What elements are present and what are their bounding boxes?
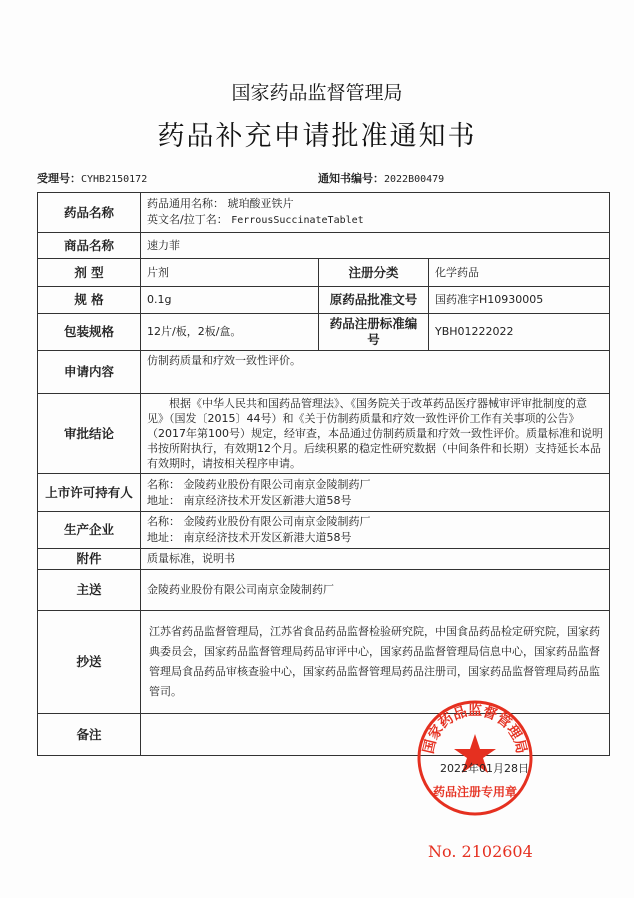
accept-label: 受理号： xyxy=(37,172,81,185)
approval-date: 2022年01月28日 xyxy=(440,762,529,775)
seal-ring-text: 国家药品监督管理局 xyxy=(420,703,530,756)
label: 商品名称 xyxy=(38,233,141,259)
value xyxy=(141,512,610,549)
row-conclusion xyxy=(38,394,610,474)
name-label: 名称： xyxy=(147,477,180,491)
official-seal xyxy=(415,698,535,818)
name-label: 名称： xyxy=(147,515,180,528)
label: 审批结论 xyxy=(38,394,141,474)
label: 原药品批准文号 xyxy=(319,287,429,314)
notice-label: 通知书编号： xyxy=(318,172,384,185)
english-label: 英文名/拉丁名： xyxy=(147,213,228,226)
value: 金陵药业股份有限公司南京金陵制药厂 xyxy=(141,570,610,611)
label: 药品注册标准编号 xyxy=(319,314,429,351)
addr-label: 地址： xyxy=(147,493,180,507)
label: 包装规格 xyxy=(38,314,141,351)
label: 附件 xyxy=(38,549,141,570)
value: 根据《中华人民共和国药品管理法》、《国务院关于改革药品医疗器械审评审批制度的意见》（国发〔2015〕44号）和《关于仿制药质量和疗效一致性评价工作有关事项的公告》（2017年第100号）规定，经审查，本品通过仿制药质量和疗效一致性评价。质量标准和说明书按所附执行，有效期12个月。后续积累的稳定性研究数据（中间条件和长期）支持延长本品有效期时，请按相关程序申请。 xyxy=(141,394,610,474)
row-manufacturer xyxy=(38,512,610,549)
label: 规 格 xyxy=(38,287,141,314)
row-package xyxy=(38,314,610,351)
approval-table xyxy=(37,192,610,756)
row-drug-name xyxy=(38,193,610,233)
label: 备注 xyxy=(38,714,141,756)
manufacturer-address: 南京经济技术开发区新港大道58号 xyxy=(183,531,352,544)
label: 注册分类 xyxy=(319,259,429,287)
english-name: FerrousSuccinateTablet xyxy=(231,215,364,226)
accept-value: CYHB2150172 xyxy=(81,174,148,185)
row-spec xyxy=(38,287,610,314)
value: 质量标准，说明书 xyxy=(141,549,610,570)
row-attachment xyxy=(38,549,610,570)
manufacturer-name: 金陵药业股份有限公司南京金陵制药厂 xyxy=(183,515,371,528)
generic-name: 琥珀酸亚铁片 xyxy=(227,197,294,210)
value: YBH01222022 xyxy=(429,314,610,351)
seal-center-text: 药品注册专用章 xyxy=(432,785,518,799)
generic-label: 药品通用名称： xyxy=(147,197,224,210)
value xyxy=(141,193,610,233)
value: 12片/板，2板/盒。 xyxy=(141,314,319,351)
notice-number xyxy=(318,170,444,186)
accept-number xyxy=(37,170,147,186)
label: 药品名称 xyxy=(38,193,141,233)
value: 化学药品 xyxy=(429,259,610,287)
label: 申请内容 xyxy=(38,351,141,394)
holder-address: 南京经济技术开发区新港大道58号 xyxy=(183,493,352,507)
value xyxy=(141,474,610,512)
document-title: 药品补充申请批准通知书 xyxy=(157,121,477,152)
label: 上市许可持有人 xyxy=(38,474,141,512)
addr-label: 地址： xyxy=(147,531,180,544)
value: 江苏省药品监督管理局，江苏省食品药品监督检验研究院，中国食品药品检定研究院，国家药典委员会，国家药品监督管理局药品审评中心，国家药品监督管理局信息中心，国家药品监督管理局食品药品审核查验中心，国家药品监督管理局药品注册司，国家药品监督管理局药品监管司。 xyxy=(141,611,610,714)
agency-name: 国家药品监督管理局 xyxy=(231,82,403,104)
row-content xyxy=(38,351,610,394)
holder-name: 金陵药业股份有限公司南京金陵制药厂 xyxy=(183,477,371,491)
value: 0.1g xyxy=(141,287,319,314)
row-holder xyxy=(38,474,610,512)
row-send-to xyxy=(38,570,610,611)
label: 主送 xyxy=(38,570,141,611)
notice-value: 2022B00479 xyxy=(384,174,445,185)
label: 剂 型 xyxy=(38,259,141,287)
label: 生产企业 xyxy=(38,512,141,549)
value: 速力菲 xyxy=(141,233,610,259)
value xyxy=(141,714,610,756)
row-trade-name xyxy=(38,233,610,259)
value: 片剂 xyxy=(141,259,319,287)
row-dosage-form xyxy=(38,259,610,287)
value: 仿制药质量和疗效一致性评价。 xyxy=(141,351,610,394)
label: 抄送 xyxy=(38,611,141,714)
value: 国药准字H10930005 xyxy=(429,287,610,314)
serial-number: No. 2102604 xyxy=(428,842,533,861)
